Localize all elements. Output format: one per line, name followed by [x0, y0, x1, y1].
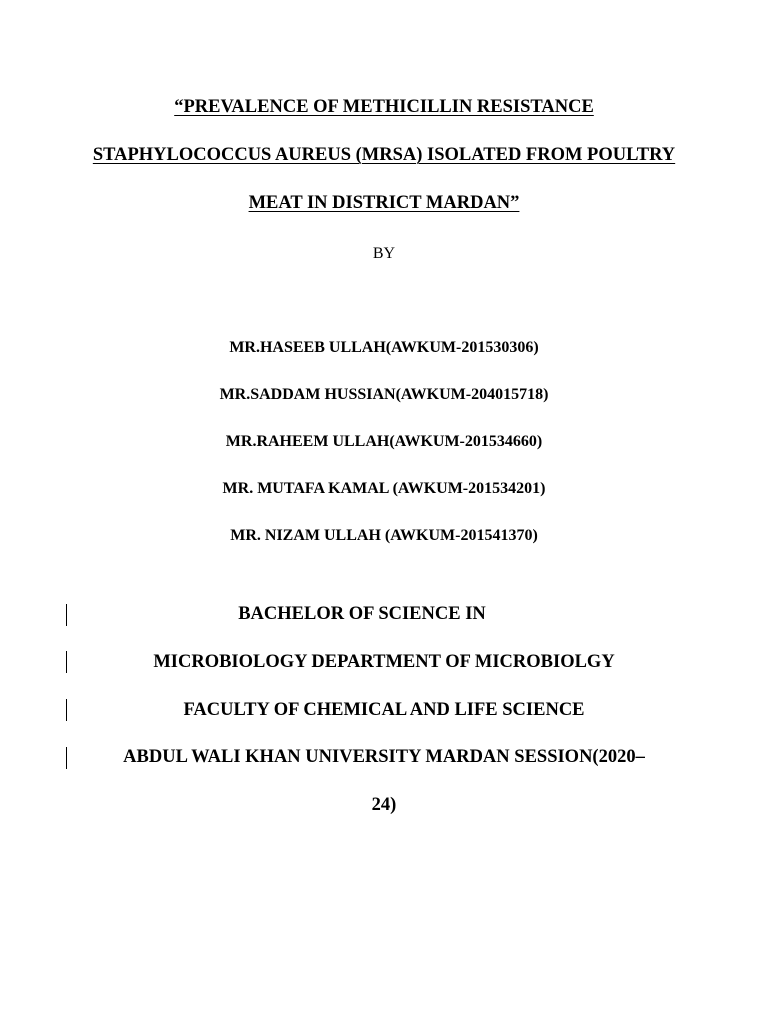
university-session-line: ABDUL WALI KHAN UNIVERSITY MARDAN SESSION(2020–	[123, 747, 645, 767]
title-line-3: MEAT IN DISTRICT MARDAN”	[248, 193, 520, 213]
degree-line: BACHELOR OF SCIENCE IN	[238, 604, 486, 624]
author-1: MR.HASEEB ULLAH(AWKUM-201530306)	[229, 339, 539, 356]
department-line: MICROBIOLOGY DEPARTMENT OF MICROBIOLGY	[153, 652, 615, 672]
faculty-line: FACULTY OF CHEMICAL AND LIFE SCIENCE	[183, 700, 585, 720]
author-5: MR. NIZAM ULLAH (AWKUM-201541370)	[230, 527, 538, 544]
session-continuation-line: 24)	[371, 795, 397, 815]
title-line-1: “PREVALENCE OF METHICILLIN RESISTANCE	[174, 97, 594, 117]
title-line-2: STAPHYLOCOCCUS AUREUS (MRSA) ISOLATED FROM POULTRY	[92, 145, 676, 165]
author-3: MR.RAHEEM ULLAH(AWKUM-201534660)	[225, 433, 543, 450]
by-label: BY	[372, 245, 396, 262]
author-4: MR. MUTAFA KAMAL (AWKUM-201534201)	[222, 480, 546, 497]
author-2: MR.SADDAM HUSSIAN(AWKUM-204015718)	[219, 386, 549, 403]
